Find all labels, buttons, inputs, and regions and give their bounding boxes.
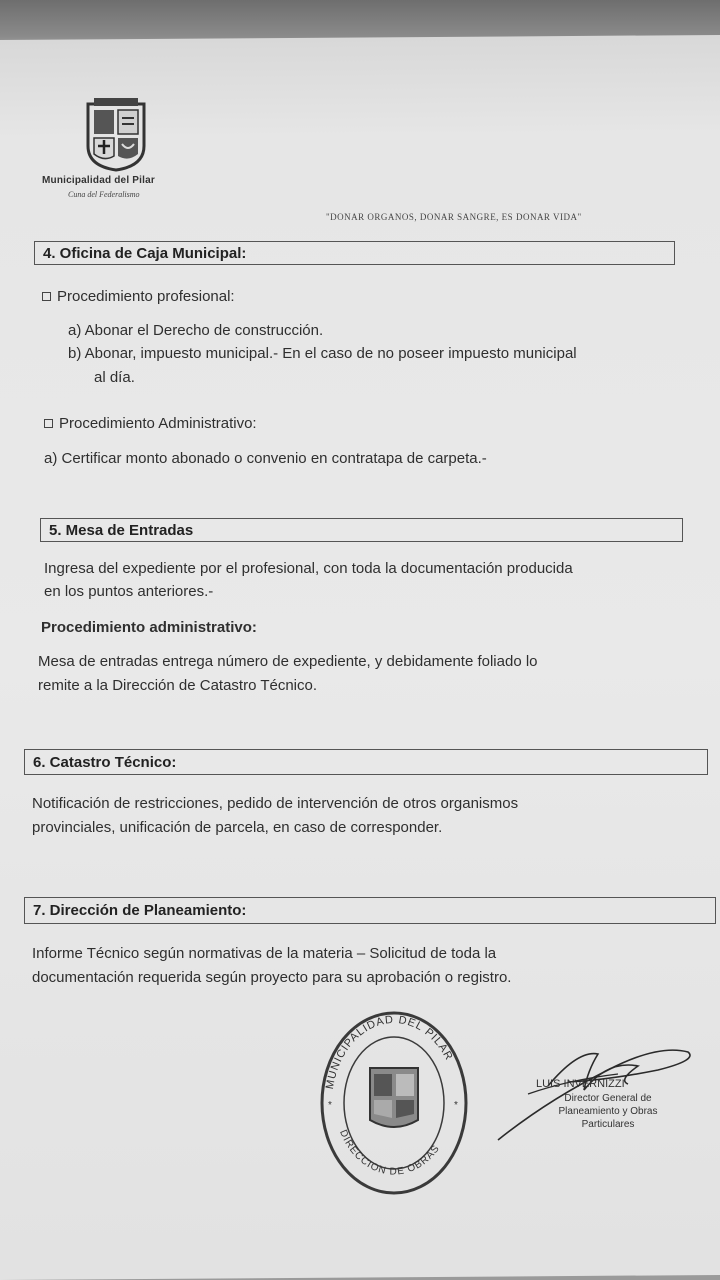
section-4-title: 4. Oficina de Caja Municipal: xyxy=(43,244,247,262)
section-5-admin-heading: Procedimiento administrativo: xyxy=(41,619,257,636)
section-5-line2: en los puntos anteriores.- xyxy=(44,583,214,600)
admin-procedure-heading xyxy=(44,412,257,435)
section-7-line1: Informe Técnico según normativas de la materia – Solicitud de toda la xyxy=(32,945,497,962)
svg-text:*: * xyxy=(454,1100,458,1111)
signatory-role xyxy=(538,1092,678,1131)
prof-procedure-heading xyxy=(42,285,235,308)
item-b-line1: b) Abonar, impuesto municipal.- En el caso de no poseer impuesto municipal xyxy=(68,345,577,362)
admin-item-a: a) Certificar monto abonado o convenio en contratapa de carpeta.- xyxy=(44,450,487,467)
checkbox-icon xyxy=(44,419,53,428)
municipal-seal-stamp xyxy=(318,1008,470,1198)
section-5-admin-line1: Mesa de entradas entrega número de expediente, y debidamente foliado lo xyxy=(38,653,538,670)
section-7-line2: documentación requerida según proyecto para su aprobación o registro. xyxy=(32,969,512,986)
section-6-line2: provinciales, unificación de parcela, en caso de corresponder. xyxy=(32,819,443,836)
signatory-name: LUIS INVERNIZZI xyxy=(536,1078,625,1090)
signatory-role-line3: Particulares xyxy=(581,1119,635,1130)
section-5-header xyxy=(40,518,683,542)
motto-text: "DONAR ORGANOS, DONAR SANGRE, ES DONAR VIDA" xyxy=(326,212,582,222)
svg-text:MUNICIPALIDAD DEL PILAR: MUNICIPALIDAD DEL PILAR xyxy=(323,1013,456,1091)
signatory-role-line1: Director General de xyxy=(564,1093,652,1104)
municipality-name: Municipalidad del Pilar xyxy=(42,175,155,186)
section-7-header xyxy=(24,897,716,924)
section-5-line1: Ingresa del expediente por el profesional, con toda la documentación producida xyxy=(44,560,573,577)
municipality-subtitle: Cuna del Federalismo xyxy=(68,190,140,199)
handwritten-signature xyxy=(488,1030,698,1150)
section-4-header xyxy=(34,241,675,265)
section-6-line1: Notificación de restricciones, pedido de intervención de otros organismos xyxy=(32,795,519,812)
municipal-crest-icon xyxy=(80,96,152,172)
item-a: a) Abonar el Derecho de construcción. xyxy=(68,322,324,339)
svg-text:*: * xyxy=(328,1100,332,1111)
checkbox-icon xyxy=(42,292,51,301)
section-6-title: 6. Catastro Técnico: xyxy=(33,753,177,771)
svg-text:DIRECCION DE OBRAS: DIRECCION DE OBRAS xyxy=(337,1128,443,1178)
section-6-header xyxy=(24,749,708,775)
prof-procedure-label: Procedimiento profesional: xyxy=(57,288,235,305)
signatory-role-line2: Planeamiento y Obras xyxy=(558,1106,658,1117)
section-5-admin-line2: remite a la Dirección de Catastro Técnico. xyxy=(38,677,318,694)
item-b-line2: al día. xyxy=(94,369,135,386)
section-7-title: 7. Dirección de Planeamiento: xyxy=(33,902,247,919)
section-5-title: 5. Mesa de Entradas xyxy=(49,521,194,539)
admin-procedure-label: Procedimiento Administrativo: xyxy=(59,415,257,432)
